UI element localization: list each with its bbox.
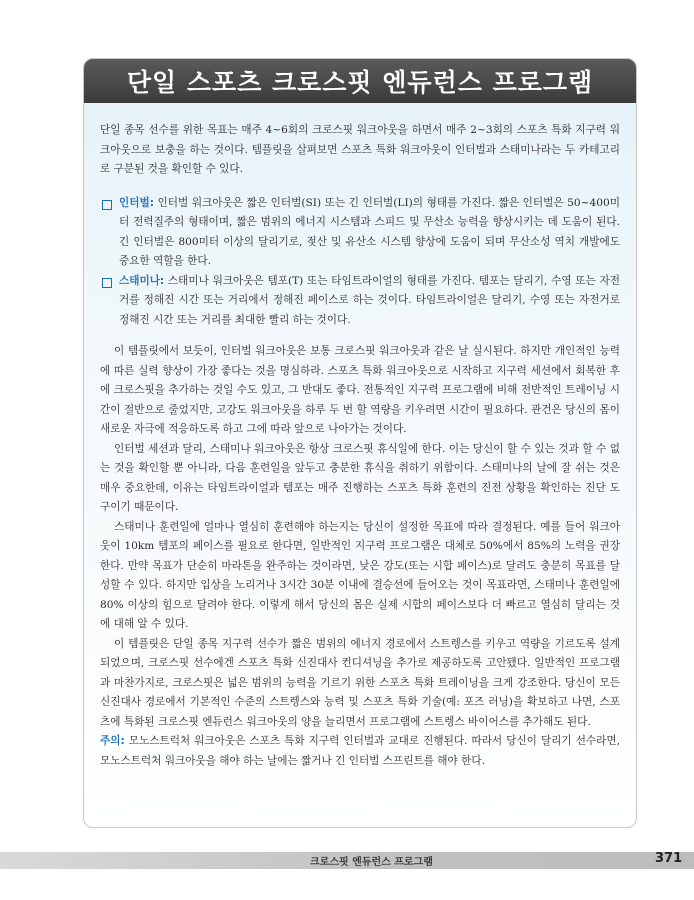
card-header	[84, 59, 636, 103]
body-paragraph: 이 템플릿은 단일 종목 지구력 선수가 짧은 범위의 에너지 경로에서 스트렝스를 키우고 역량을 기르도록 설계되었으며, 크로스핏 선수에겐 스포츠 특화 신진대사 컨디셔닝을 추가로 제공하도록 고안됐다. 일반적인 프로그램과 마찬가지로, 크로스핏은 넓은 범위의 능력을 기르기 위한 스포츠 특화 트레이닝을 크게 강조한다. 당신이 모든 신진대사 경로에서 기본적인 수준의 스트렝스와 능력 및 스포츠 특화 기술(예: 포즈 러닝)을 확보하고 나면, 스포츠에 특화된 크로스핏 엔듀런스 워크아웃의 양을 늘리면서 프로그램에 스트렝스 바이어스를 추가해도 된다.	[100, 637, 620, 728]
card-body	[84, 103, 636, 771]
bullet-text: 스태미나 워크아웃은 템포(T) 또는 타임트라이얼의 형태를 가진다. 템포는 달리기, 수영 또는 자전거를 정해진 시간 또는 거리에서 정해진 페이스로 하는 것이다. 타임트라이얼은 달리기, 수영 또는 자전거로 정해진 시간 또는 거리를 최대한 빨리 하는 것이다.	[119, 274, 620, 326]
note-text: 모노스트럭처 워크아웃은 스포츠 특화 지구력 인터벌과 교대로 진행된다. 따라서 당신이 달리기 선수라면, 모노스트럭처 워크아웃을 해야 하는 날에는 짧거나 긴 인터벌 스프린트를 해야 한다.	[100, 735, 620, 767]
note-label: 주의:	[100, 735, 125, 747]
bullet-label: 인터벌:	[119, 196, 154, 209]
note-paragraph	[100, 732, 620, 771]
body-paragraph: 인터벌 세션과 달리, 스태미나 워크아웃은 항상 크로스핏 휴식일에 한다. 이는 당신이 할 수 있는 것과 할 수 없는 것을 확인할 뿐 아니라, 다음 훈련일을 앞두고 충분한 휴식을 취하기 위함이다. 스태미나의 날에 잘 쉬는 것은 매우 중요한데, 이유는 타임트라이얼과 템포는 매주 진행하는 스포츠 특화 훈련의 진전 상황을 확인하는 진단 도구이기 때문이다.	[100, 442, 620, 513]
bullet-label: 스태미나:	[119, 274, 165, 287]
content-card	[83, 58, 637, 828]
page-number: 371	[655, 851, 683, 866]
intro-paragraph: 단일 종목 선수를 위한 목표는 매주 4~6회의 크로스핏 워크아웃을 하면서 매주 2~3회의 스포츠 특화 지구력 워크아웃으로 보충을 하는 것이다. 템플릿을 살펴보면 스포츠 특화 워크아웃이 인터벌과 스태미나라는 두 카테고리로 구분된 것을 확인할 수 있다.	[100, 124, 620, 175]
page-title: 단일 스포츠 크로스핏 엔듀런스 프로그램	[126, 68, 594, 97]
body-paragraph: 스태미나 훈련일에 얼마나 열심히 훈련해야 하는지는 당신이 설정한 목표에 따라 결정된다. 예를 들어 워크아웃이 10km 템포의 페이스를 필요로 한다면, 일반적인 지구력 프로그램은 대체로 50%에서 85%의 노력을 권장한다. 만약 목표가 단순히 마라톤을 완주하는 것이라면, 낮은 강도(또는 시합 페이스)로 달려도 충분히 목표를 달성할 수 있다. 하지만 입상을 노리거나 3시간 30분 이내에 결승선에 들어오는 것이 목표라면, 스태미나 훈련일에 80% 이상의 힘으로 달려야 한다. 이렇게 해서 당신의 몸은 실제 시합의 페이스보다 더 빠르고 열심히 달리는 것에 대해 알 수 있다.	[100, 520, 620, 630]
running-title: 크로스핏 엔듀런스 프로그램	[310, 857, 433, 868]
bullet-text: 인터벌 워크아웃은 짧은 인터벌(SI) 또는 긴 인터벌(LI)의 형태를 가진다. 짧은 인터벌은 50~400미터 전력질주의 형태이며, 짧은 범위의 에너지 시스템과 스피드 및 무산소 능력을 향상시키는 데 도움이 된다. 긴 인터벌은 800미터 이상의 달리기로, 젖산 및 유산소 시스템 향상에 도움이 되며 무산소성 역치 개발에도 중요한 역할을 한다.	[119, 196, 620, 267]
bullet-interval	[100, 194, 620, 272]
square-bullet-icon	[102, 278, 112, 288]
square-bullet-icon	[102, 200, 112, 210]
body-paragraph: 이 템플릿에서 보듯이, 인터벌 워크아웃은 보통 크로스핏 워크아웃과 같은 날 실시된다. 하지만 개인적인 능력에 따른 실력 향상이 가장 좋다는 것을 명심하라. 스포츠 특화 워크아웃으로 시작하고 지구력 세션에서 회복한 후에 크로스핏을 추가하는 것일 수도 있고, 그 반대도 좋다. 전통적인 지구력 프로그램에 비해 전반적인 트레이닝 시간이 절반으로 줄었지만, 고강도 워크아웃을 하루 두 번 할 역량을 키우려면 시간이 필요하다. 관건은 당신의 몸이 새로운 자극에 적응하도록 하고 그에 따라 앞으로 나아가는 것이다.	[100, 345, 620, 435]
bullet-stamina	[100, 272, 620, 331]
